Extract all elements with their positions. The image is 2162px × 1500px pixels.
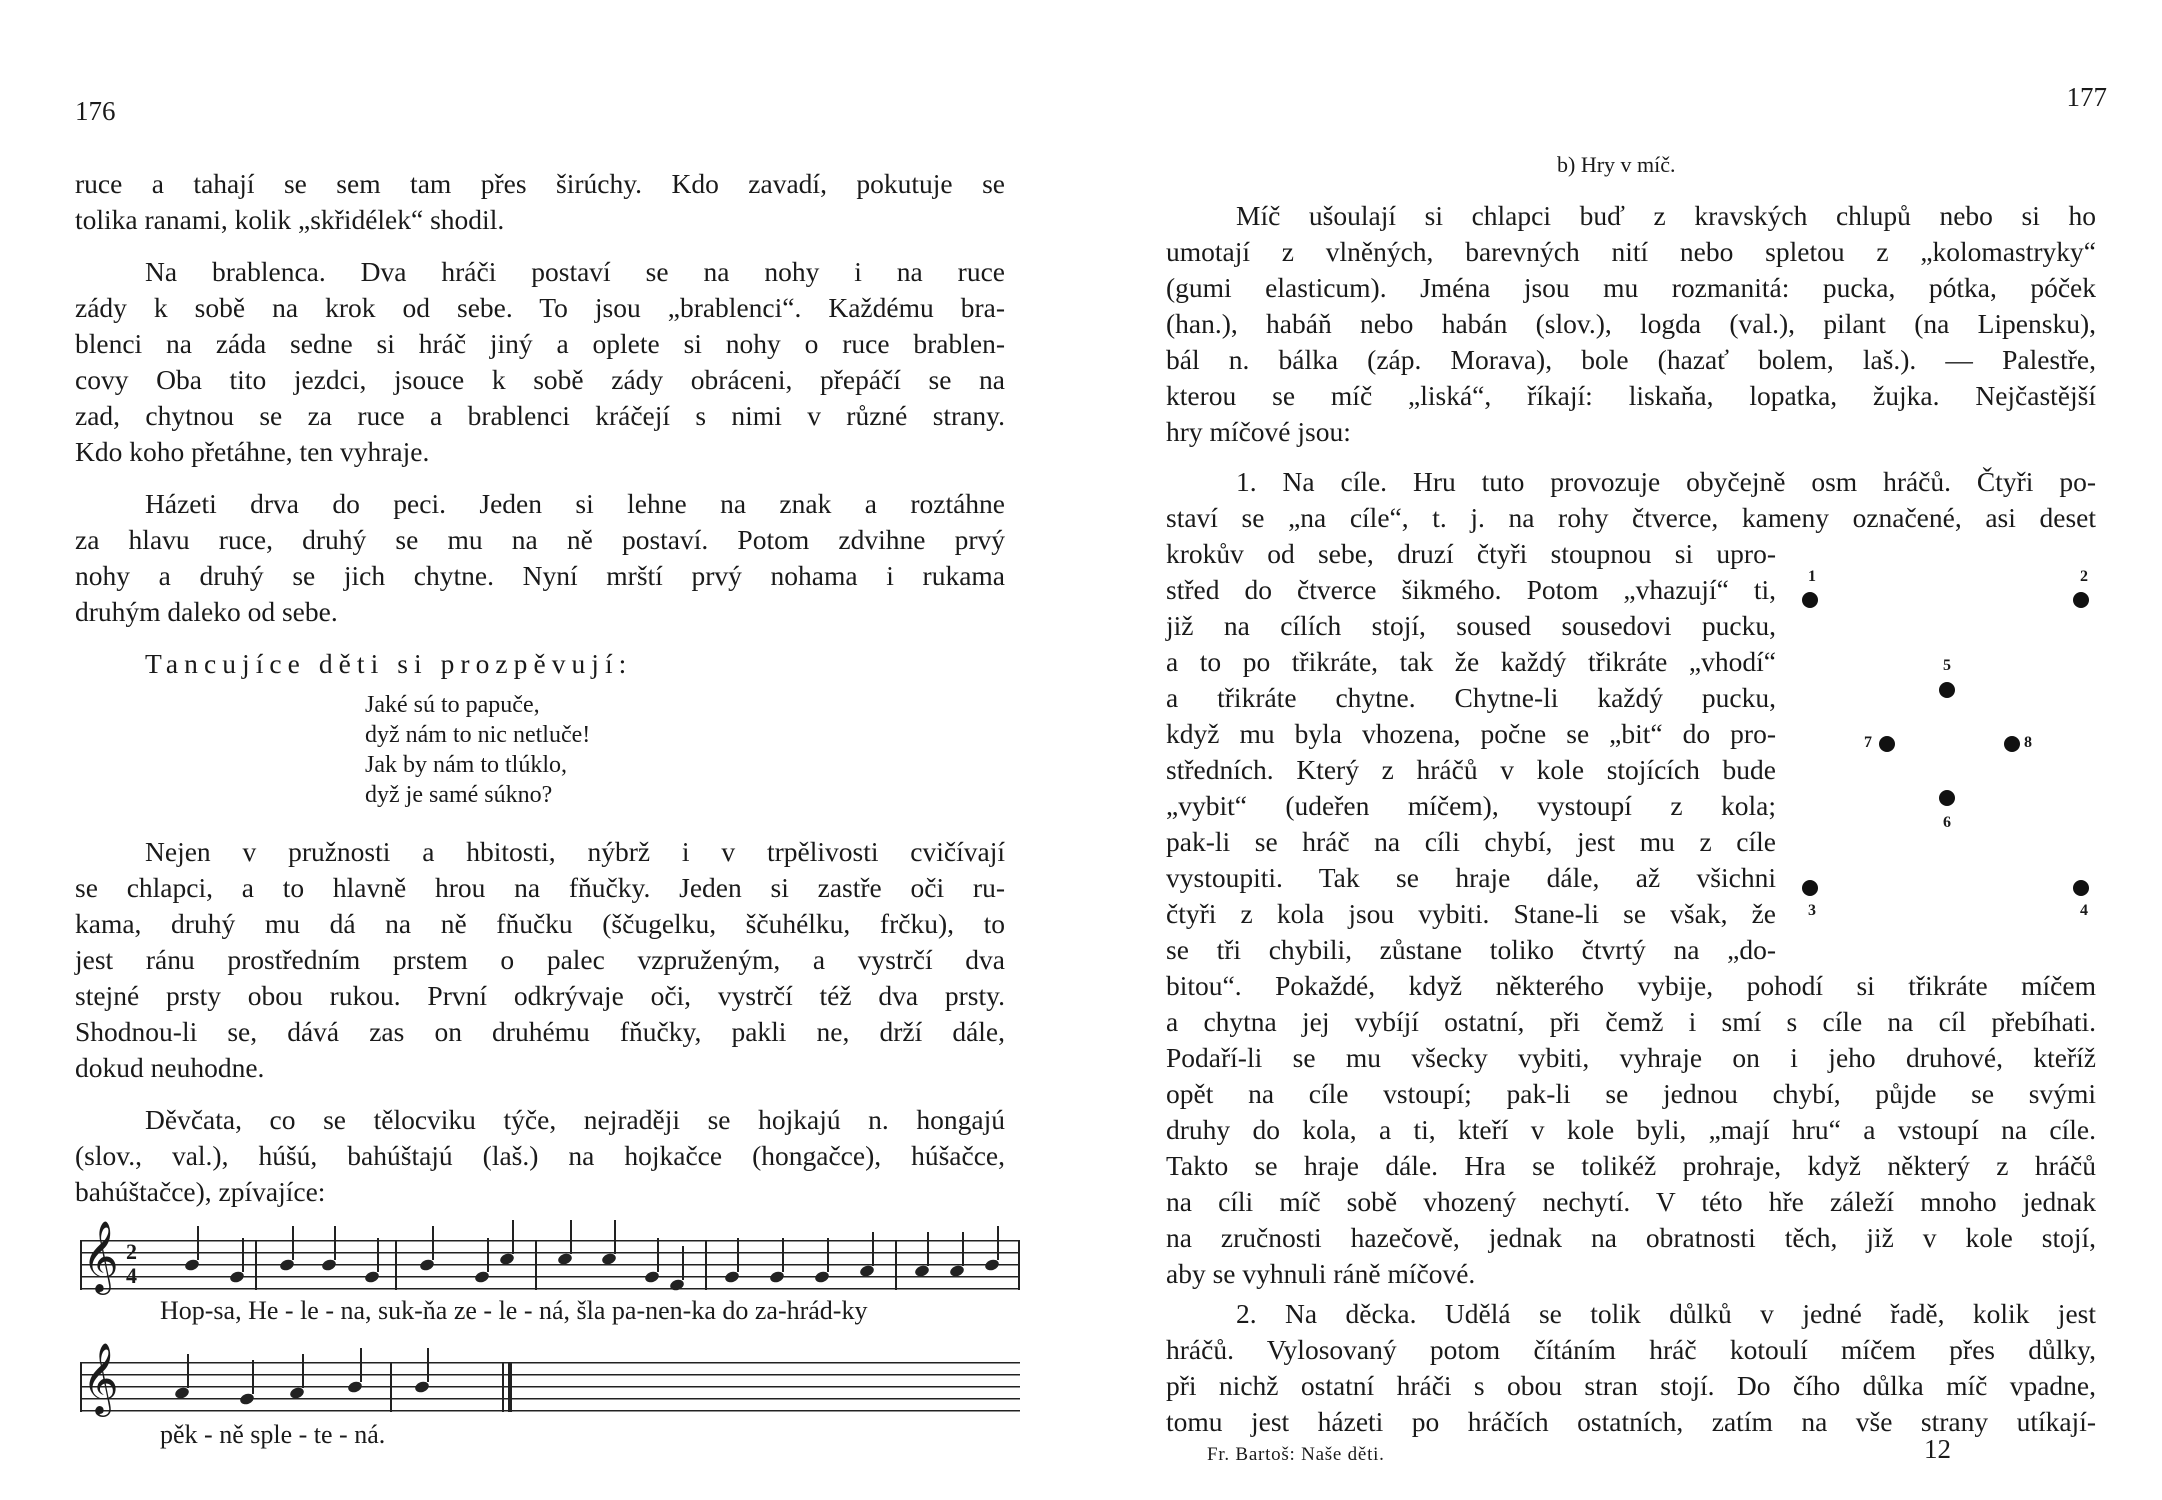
footer-source: Fr. Bartoš: Naše děti. [1207, 1444, 1385, 1465]
section-heading-line: Házeti drva do peci. Jeden si lehne na znak a roztáhne [145, 488, 1005, 519]
text-line: zády k sobě na krok od sebe. To jsou „brablenci“. Každému bra- [75, 292, 1005, 323]
music-lyrics: pěk - ně sple - te - ná. [160, 1420, 386, 1449]
text-line: středních. Který z hráčů v kole stojících bude [1166, 754, 1776, 785]
text-line: Podaří-li se mu všecky vybiti, vyhraje on i jeho druhové, kteříž [1166, 1042, 2096, 1073]
text-line: kterou se míč „liská“, říkají: liskaňa, lopatka, žujka. Nejčastější [1166, 380, 2096, 411]
text-line: tomu jest házeti po hráčích ostatních, zatím na vše strany utíkají- [1166, 1406, 2096, 1437]
text-line: a chytna jej vybíjí ostatní, při čemž i smí s cíle na cíl přebíhati. [1166, 1006, 2096, 1037]
text-line: umotají z vlněných, barevných nití nebo spletou z „kolomastryky“ [1166, 236, 2096, 267]
text-line: covy Oba tito jezdci, jsouce k sobě zády obráceni, přepáčí se na [75, 364, 1005, 395]
diagram-label: 1 [1808, 568, 1816, 585]
diagram-label: 8 [2024, 734, 2032, 751]
footer-signature: 12 [1924, 1434, 1951, 1464]
text-line: Takto se hraje dále. Hra se tolikéž prohraje, když některý z hráčů [1166, 1150, 2096, 1181]
text-line: (gumi elasticum). Jména jsou mu rozmanitá: pucka, pótka, póček [1166, 272, 2096, 303]
text-line: blenci na záda sedne si hráč jiný a oplete si nohy o ruce brablen- [75, 328, 1005, 359]
text-line: druhým daleko od sebe. [75, 596, 338, 627]
text-line: na zručnosti hazečově, jednak na obratnosti těch, již v kole stojí, [1166, 1222, 2096, 1253]
text-line: se tři chybili, zůstane toliko čtvrtý na „do- [1166, 934, 1776, 965]
player-dot [2073, 880, 2089, 896]
diagram-label: 2 [2080, 568, 2088, 585]
text-line: bál n. bálka (záp. Morava), bole (hazať bolem, laš.). — Palestře, [1166, 344, 2096, 375]
diagram-label: 4 [2080, 902, 2088, 919]
text-line: aby se vyhnuli ráně míčové. [1166, 1258, 1476, 1289]
poem-line: Jaké sú to papuče, [365, 692, 540, 718]
music-staff [80, 1223, 1020, 1291]
text-line: Míč ušoulají si chlapci buď z kravských chlupů nebo si ho [1236, 200, 2096, 231]
text-line: ruce a tahají se sem tam přes širúchy. Kdo zavadí, pokutuje se [75, 168, 1005, 199]
section-heading-line: 2. Na děcka. Udělá se tolik důlků v jedné řadě, kolik jest [1236, 1298, 2096, 1329]
diagram-label: 6 [1943, 814, 1951, 831]
text-line: tolika ranami, kolik „skřidélek“ shodil. [75, 204, 505, 235]
page-number-left: 176 [75, 96, 116, 126]
page-number-right: 177 [2066, 82, 2107, 112]
text-line: druhy do kola, a ti, kteří v kole byli, „mají hru“ a vstoupí na cíle. [1166, 1114, 2096, 1145]
poem-line: dyž je samé súkno? [365, 782, 553, 808]
player-dot [1939, 790, 1955, 806]
text-line: stejné prsty obou rukou. První odkrývaje oči, vystrčí též dva prsty. [75, 980, 1005, 1011]
diagram-label: 5 [1943, 657, 1951, 674]
player-dot [1802, 880, 1818, 896]
player-dot [2073, 592, 2089, 608]
text-line: a to po třikráte, tak že každý třikráte „vhodí“ [1166, 646, 1776, 677]
text-line: dokud neuhodne. [75, 1052, 265, 1083]
music-lyrics: Hop-sa, He - le - na, suk-ňa ze - le - ná, šla pa-nen-ka do za-hrád-ky [160, 1296, 868, 1325]
treble-clef-icon: 𝄞 [82, 1223, 119, 1291]
text-line: kama, druhý mu dá na ně fňučku (ščugelku, ščuhélku, frčku), to [75, 908, 1005, 939]
text-line: jest ránu prostředním prstem o palec vzpruženým, a vystrčí dva [75, 944, 1005, 975]
text-line: staví se „na cíle“, t. j. na rohy čtverce, kameny označené, asi deset [1166, 502, 2096, 533]
player-dot [1939, 682, 1955, 698]
section-heading-line: Tancujíce děti si prozpěvují: [145, 648, 633, 679]
section-heading-line: 1. Na cíle. Hru tuto provozuje obyčejně osm hráčů. Čtyři po- [1236, 466, 2096, 497]
text-line: střed do čtverce šikmého. Potom „vhazují“ ti, [1166, 574, 1776, 605]
text-line: Shodnou-li se, dává zas on druhému fňučky, pakli ne, drží dále, [75, 1016, 1005, 1047]
text-line: Kdo koho přetáhne, ten vyhraje. [75, 436, 430, 467]
text-line: hráčů. Vylosovaný potom čítáním hráč kotoulí míčem přes důlky, [1166, 1334, 2096, 1365]
text-line: a třikráte chytne. Chytne-li každý pucku, [1166, 682, 1776, 713]
poem-line: Jak by nám to tlúklo, [365, 752, 567, 778]
text-line: za hlavu ruce, druhý se mu na ně postaví. Potom zdvihne prvý [75, 524, 1005, 555]
text-line: zad, chytnou se za ruce a brablenci kráčejí s nimi v různé strany. [75, 400, 1005, 431]
text-line: pak-li se hráč na cíli chybí, jest mu z cíle [1166, 826, 1776, 857]
text-line: (slov., val.), húšú, bahúštajú (laš.) na hojkačce (hongačce), húšačce, [75, 1140, 1005, 1171]
music-staff [80, 1345, 1020, 1413]
text-line: již na cílích stojí, soused sousedovi pucku, [1166, 610, 1776, 641]
section-caption: b) Hry v míč. [1557, 152, 1676, 177]
player-dot [2004, 736, 2020, 752]
poem-line: dyž nám to nic netluče! [365, 722, 591, 748]
text-line: na cíli míč sobě vhozený nechytí. V této hře záleží mnoho jednak [1166, 1186, 2096, 1217]
text-line: čtyři z kola jsou vybiti. Stane-li se však, že [1166, 898, 1776, 929]
text-line: Děvčata, co se tělocviku týče, nejraději se hojkajú n. hongajú [145, 1104, 1005, 1135]
text-line: nohy a druhý se jich chytne. Nyní mrští prvý nohama i rukama [75, 560, 1005, 591]
player-dot [1802, 592, 1818, 608]
text-line: (han.), habáň nebo habán (slov.), logda (val.), pilant (na Lipensku), [1166, 308, 2096, 339]
text-line: vystoupiti. Tak se hraje dále, až všichni [1166, 862, 1776, 893]
text-line: opět na cíle vstoupí; pak-li se jednou chybí, půjde se svými [1166, 1078, 2096, 1109]
text-line: Nejen v pružnosti a hbitosti, nýbrž i v trpělivosti cvičívají [145, 836, 1005, 867]
section-heading-line: Na brablenca. Dva hráči postaví se na nohy i na ruce [145, 256, 1005, 287]
poem [365, 690, 590, 810]
text-line: když mu byla vhozena, počne se „bit“ do pro- [1166, 718, 1776, 749]
text-line: bahúštačce), zpívajíce: [75, 1176, 326, 1207]
text-line: bitou“. Pokaždé, když některého vybije, pohodí si třikráte míčem [1166, 970, 2096, 1001]
diagram-label: 3 [1808, 902, 1816, 919]
text-line: při nichž ostatní hráči s obou stran stojí. Do čího důlka míč vpadne, [1166, 1370, 2096, 1401]
time-signature: 2 4 [126, 1239, 137, 1288]
diagram-label: 7 [1864, 734, 1872, 751]
player-dot [1879, 736, 1895, 752]
text-line: „vybit“ (udeřen míčem), vystoupí z kola; [1166, 790, 1776, 821]
treble-clef-icon: 𝄞 [82, 1345, 119, 1413]
text-line: krokův od sebe, druzí čtyři stoupnou si upro- [1166, 538, 1776, 569]
text-line: hry míčové jsou: [1166, 416, 1351, 447]
text-line: se chlapci, a to hlavně hrou na fňučky. Jeden si zastře oči ru- [75, 872, 1005, 903]
